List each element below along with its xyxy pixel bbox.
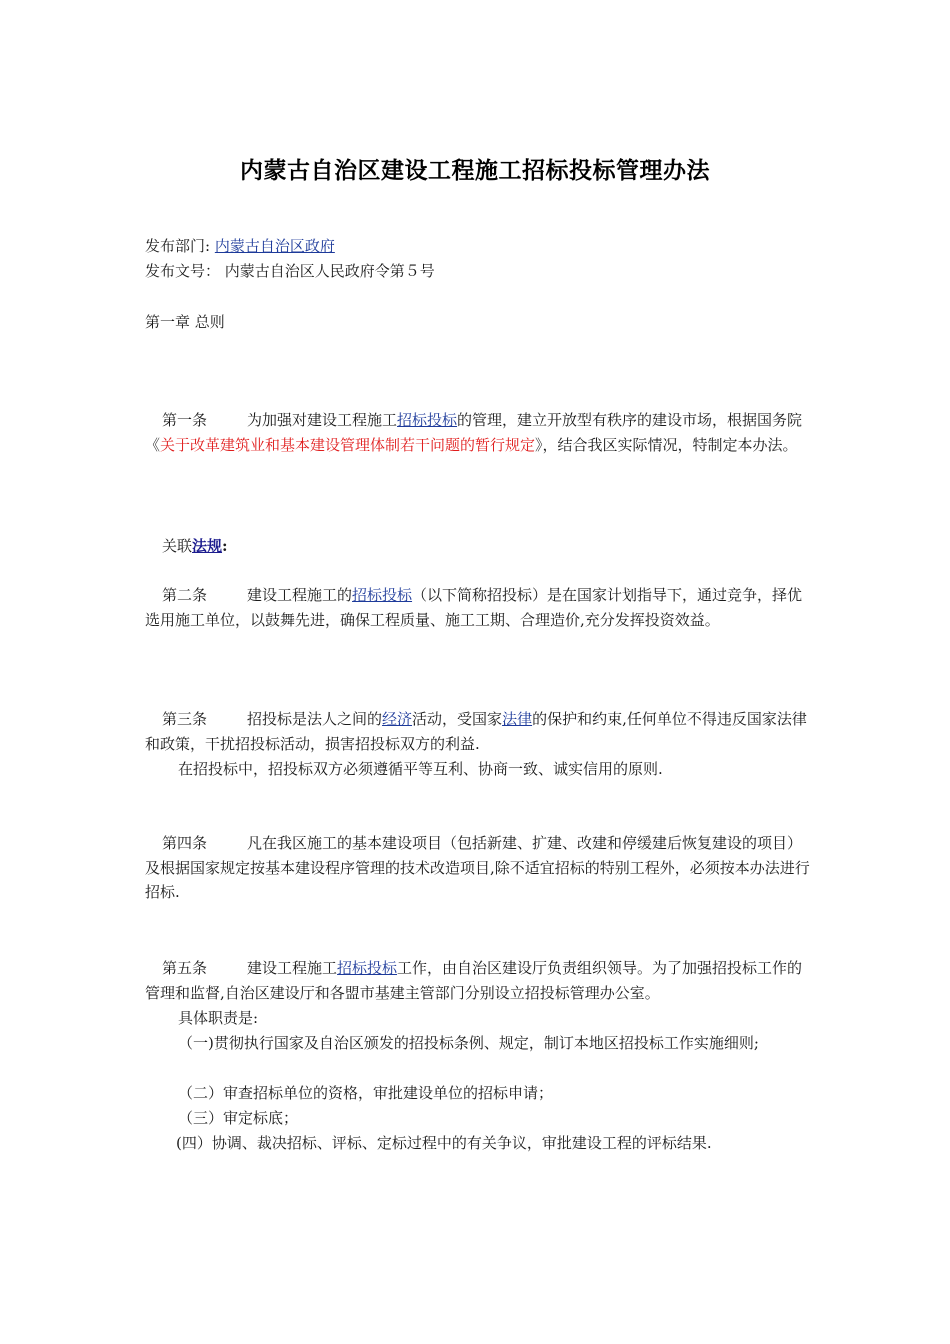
article-2-link-zbtb[interactable]: 招标投标 (352, 586, 413, 604)
doc-number-value: 内蒙古自治区人民政府令第５号 (220, 262, 435, 280)
article-5-link-zbtb[interactable]: 招标投标 (337, 959, 398, 977)
article-1 (145, 408, 817, 457)
related-regulations-link[interactable]: 法规 (192, 537, 223, 555)
article-3-text-b: 活动，受国家 (412, 710, 503, 728)
related-regulations (162, 534, 832, 558)
article-3-link-economy[interactable]: 经济 (382, 710, 413, 728)
article-1-number: 第一条 (162, 411, 208, 429)
article-2 (145, 583, 817, 632)
article-1-regulation-ref: 关于改革建筑业和基本建设管理体制若干问题的暂行规定 (160, 435, 536, 454)
article-1-text-c: 》，结合我区实际情况，特制定本办法。 (535, 435, 798, 454)
document-title: 内蒙古自治区建设工程施工招标投标管理办法 (240, 158, 710, 184)
article-5-item-3: （三）审定标底； (178, 1109, 299, 1127)
article-5-item-2: （二）审查招标单位的资格，审批建设单位的招标申请； (178, 1084, 554, 1102)
doc-number-line (145, 259, 815, 283)
article-4-text: 凡在我区施工的基本建设项目（包括新建、扩建、改建和停缓建后恢复建设的项目）及根据国家规定按基本建设程序管理的技术改造项目,除不适宜招标的特别工程外，必须按本办法进行招标. (145, 834, 810, 901)
publish-dept-line (145, 234, 815, 258)
article-5-item-1: （一)贯彻执行国家及自治区颁发的招投标条例、规定，制订本地区招投标工作实施细则; (178, 1034, 759, 1052)
article-3 (145, 707, 817, 756)
article-5-number: 第五条 (162, 959, 208, 977)
article-3-paragraph-2: 在招投标中，招投标双方必须遵循平等互利、协商一致、诚实信用的原则. (178, 760, 663, 778)
chapter-heading: 第一章 总则 (145, 313, 225, 331)
article-5-text-b: 工作，由自治区建设厅负责组织领导。为了加强招投标工作的管理和监督,自治区建设厅和各盟市基建主管部门分别设立招投标管理办公室。 (145, 959, 803, 1002)
doc-number-label: 发布文号： (145, 262, 221, 280)
article-5-text-a: 建设工程施工 (247, 959, 338, 977)
article-1-text-a: 为加强对建设工程施工 (247, 411, 398, 429)
article-3-link-law[interactable]: 法律 (502, 710, 533, 728)
article-3-text-c: 的保护和约束,任何单位不得违反国家法律和政策，干扰招投标活动，损害招投标双方的利益. (145, 710, 807, 753)
article-3-text-a: 招投标是法人之间的 (247, 710, 383, 728)
article-2-text-b: （以下简称招投标）是在国家计划指导下，通过竞争，择优选用施工单位，以鼓舞先进，确保工程质量、施工工期、合理造价,充分发挥投资效益。 (145, 586, 803, 629)
article-4-number: 第四条 (162, 834, 208, 852)
article-4 (145, 831, 817, 905)
related-colon: : (222, 537, 228, 555)
publish-dept-link[interactable]: 内蒙古自治区政府 (214, 237, 335, 255)
publish-dept-label: 发布部门: (145, 237, 215, 255)
article-3-number: 第三条 (162, 710, 208, 728)
article-5 (145, 956, 817, 1005)
article-1-link-zbtb[interactable]: 招标投标 (397, 411, 458, 429)
article-5-item-4: (四）协调、裁决招标、评标、定标过程中的有关争议，审批建设工程的评标结果. (176, 1134, 712, 1152)
article-2-number: 第二条 (162, 586, 208, 604)
article-1-text-b: 的管理，建立开放型有秩序的建设市场，根据国务院《 (145, 411, 803, 454)
article-5-duty-heading: 具体职责是: (178, 1009, 259, 1027)
related-label: 关联 (162, 537, 193, 555)
article-2-text-a: 建设工程施工的 (247, 586, 353, 604)
